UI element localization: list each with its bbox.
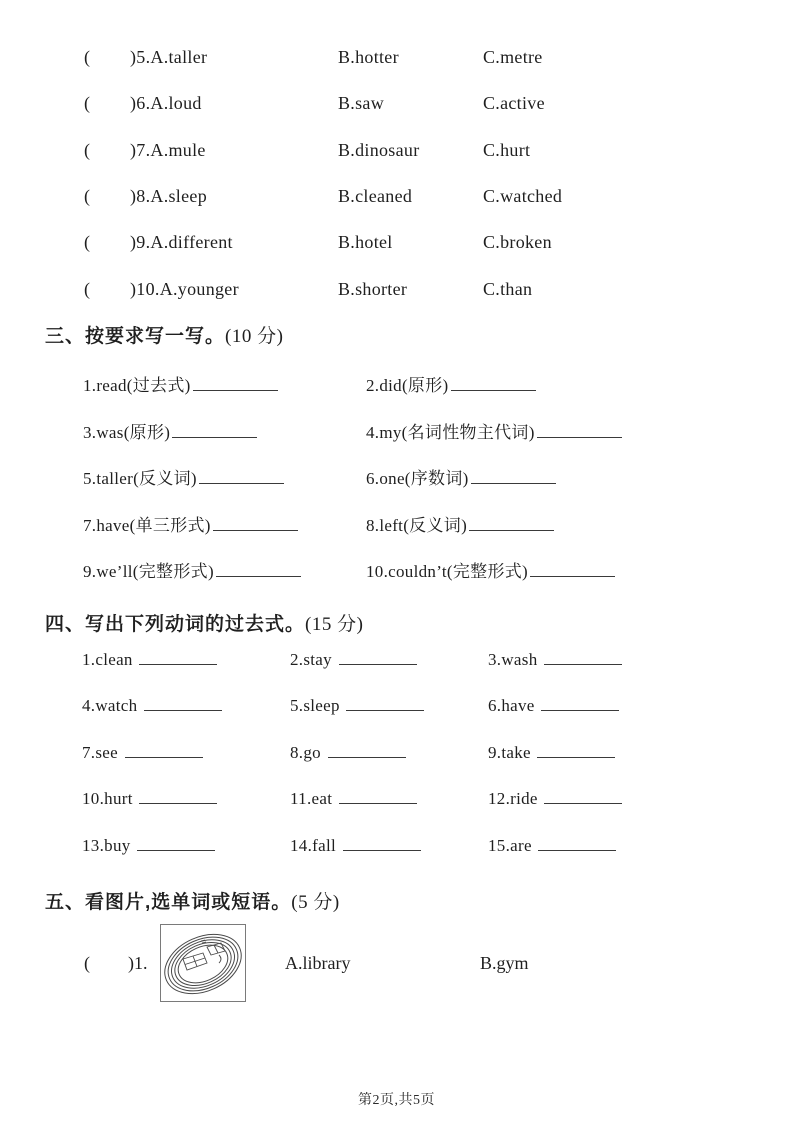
picture-option-a: A.library [285,953,351,973]
section5-score: (5 分) [291,892,340,913]
fill-item: 2.stay [290,650,417,670]
section3-row [0,418,793,444]
page-number-indicator: 第2页,共5页 [358,1093,435,1108]
mc-option-c: C.hurt [483,140,531,160]
fill-item: 9.we’ll(完整形式) [83,557,301,582]
answer-blank [469,516,554,531]
answer-blank [172,423,257,438]
answer-paren: ( [84,279,91,299]
section3-row [0,511,793,537]
fill-item: 8.go [290,743,406,763]
section4-title: 四、写出下列动词的过去式。 [45,614,306,635]
section3-header [45,321,283,348]
answer-blank [199,469,284,484]
fill-item: 3.was(原形) [83,418,257,443]
picture-item-label: )1. [128,953,148,973]
mc-row-7 [0,140,793,164]
fill-item: 6.have [488,696,619,716]
mc-option-c: C.metre [483,47,543,67]
answer-blank [328,743,406,758]
section4-header [45,609,363,636]
mc-option-a: )7.A.mule [130,140,206,160]
answer-blank [139,650,217,665]
answer-blank [193,376,278,391]
mc-option-b: B.hotter [338,47,399,67]
mc-option-c: C.than [483,279,533,299]
section4-row [0,650,793,676]
fill-item: 4.watch [82,696,222,716]
answer-blank [544,789,622,804]
fill-item: 7.see [82,743,203,763]
fill-item: 2.did(原形) [366,371,536,396]
answer-paren: ( [84,186,91,206]
section3-score: (10 分) [225,326,284,347]
fill-item: 15.are [488,836,616,856]
mc-option-c: C.active [483,93,545,113]
mc-option-b: B.cleaned [338,186,413,206]
mc-row-10 [0,279,793,303]
answer-blank [213,516,298,531]
fill-item: 6.one(序数词) [366,464,556,489]
mc-row-6 [0,93,793,117]
answer-paren: ( [84,140,91,160]
mc-option-a: )6.A.loud [130,93,202,113]
fill-item: 11.eat [290,789,417,809]
mc-option-c: C.watched [483,186,563,206]
answer-blank [541,696,619,711]
answer-paren: ( [84,232,91,252]
answer-blank [343,836,421,851]
mc-row-8 [0,186,793,210]
mc-option-b: B.saw [338,93,384,113]
answer-paren: ( [84,953,90,973]
mc-option-a: )10.A.younger [130,279,239,299]
fill-item: 14.fall [290,836,421,856]
mc-option-a: )9.A.different [130,232,233,252]
mc-option-a: )8.A.sleep [130,186,207,206]
section4-score: (15 分) [305,614,364,635]
section5-title: 五、看图片,选单词或短语。 [45,892,292,913]
running-track-drawing [161,925,245,1001]
answer-blank [339,650,417,665]
answer-blank [544,650,622,665]
mc-option-a: )5.A.taller [130,47,208,67]
fill-item: 3.wash [488,650,622,670]
answer-blank [538,836,616,851]
answer-blank [144,696,222,711]
answer-paren: ( [84,47,91,67]
fill-item: 7.have(单三形式) [83,511,298,536]
section3-row [0,557,793,583]
answer-blank [346,696,424,711]
answer-blank [139,789,217,804]
fill-item: 9.take [488,743,615,763]
section3-row [0,371,793,397]
answer-blank [339,789,417,804]
mc-option-b: B.hotel [338,232,393,252]
answer-blank [125,743,203,758]
answer-paren: ( [84,93,91,113]
running-track-image [160,924,246,1002]
fill-item: 5.sleep [290,696,424,716]
mc-option-b: B.shorter [338,279,408,299]
fill-item: 4.my(名词性物主代词) [366,418,622,443]
section3-title: 三、按要求写一写。 [45,326,226,347]
section5-header [45,887,340,914]
answer-blank [451,376,536,391]
mc-row-9 [0,232,793,256]
answer-blank [471,469,556,484]
picture-option-b: B.gym [480,953,529,973]
mc-option-b: B.dinosaur [338,140,420,160]
fill-item: 10.couldn’t(完整形式) [366,557,615,582]
fill-item: 12.ride [488,789,622,809]
fill-item: 10.hurt [82,789,217,809]
fill-item: 1.read(过去式) [83,371,278,396]
answer-blank [537,423,622,438]
answer-blank [216,562,301,577]
fill-item: 1.clean [82,650,217,670]
section3-row [0,464,793,490]
section4-row [0,743,793,769]
mc-option-c: C.broken [483,232,552,252]
answer-blank [530,562,615,577]
section4-row [0,836,793,862]
answer-blank [537,743,615,758]
section4-row [0,789,793,815]
section4-row [0,696,793,722]
mc-row-5 [0,47,793,71]
fill-item: 5.taller(反义词) [83,464,284,489]
fill-item: 8.left(反义词) [366,511,554,536]
answer-blank [137,836,215,851]
fill-item: 13.buy [82,836,215,856]
